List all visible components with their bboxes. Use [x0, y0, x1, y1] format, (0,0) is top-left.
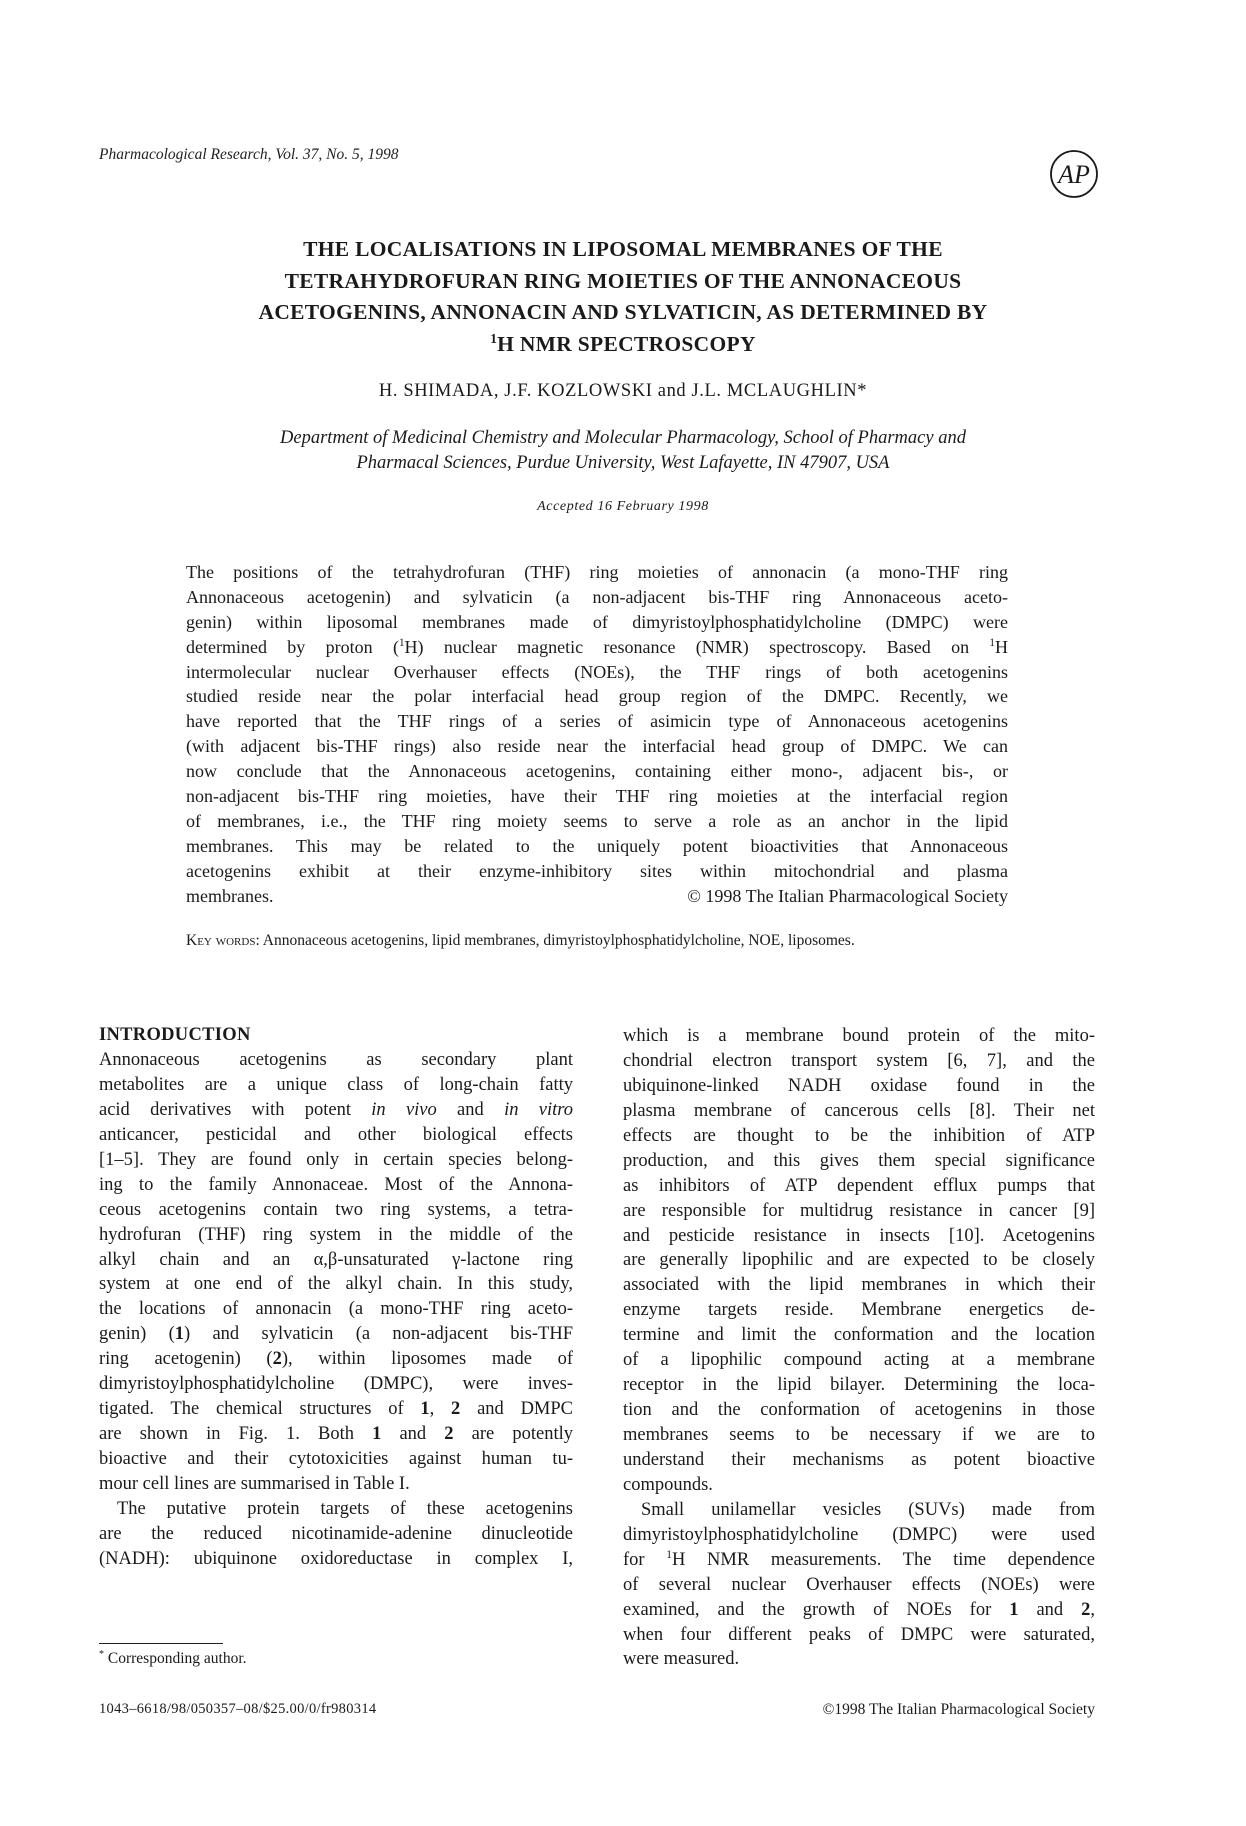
publisher-logo-text: AP — [1058, 160, 1090, 189]
body-line: tion and the conformation of acetogenins in those — [623, 1400, 1095, 1421]
publisher-logo-icon — [1048, 148, 1100, 200]
keywords — [186, 932, 1008, 950]
footnote-divider — [99, 1643, 223, 1644]
body-line: Annonaceous acetogenins as secondary plant — [99, 1050, 573, 1070]
body-line: termine and limit the conformation and the location — [623, 1325, 1095, 1346]
footer-copyright: ©1998 The Italian Pharmacological Society — [822, 1701, 1095, 1718]
accepted-date: Accepted 16 February 1998 — [537, 499, 709, 514]
footer-doi-code: 1043–6618/98/050357–08/$25.00/0/fr980314 — [99, 1701, 377, 1717]
abstract-line: (with adjacent bis-THF rings) also reside near the interfacial head group of DMPC. We can — [186, 736, 1008, 757]
author-list: H. SHIMADA, J.F. KOZLOWSKI and J.L. MCLAUGHLIN* — [378, 381, 868, 401]
body-line: bioactive and their cytotoxicities against human tu- — [99, 1449, 573, 1469]
abstract-line: now conclude that the Annonaceous acetogenins, containing either mono-, adjacent bis-, or — [186, 761, 1008, 782]
affiliation-line: Pharmacal Sciences, Purdue University, West Lafayette, IN 47907, USA — [356, 452, 890, 473]
journal-running-head: Pharmacological Research, Vol. 37, No. 5, 1998 — [99, 146, 399, 163]
affiliation — [150, 426, 1096, 475]
body-line: alkyl chain and an α,β-unsaturated γ-lactone ring — [99, 1249, 573, 1270]
left-column — [99, 1048, 573, 1572]
abstract-line: of membranes, i.e., the THF ring moiety seems to serve a role as an anchor in the lipid — [186, 810, 1008, 831]
body-line: of a lipophilic compound acting at a membrane — [623, 1350, 1095, 1371]
body-line: associated with the lipid membranes in which their — [623, 1275, 1095, 1296]
body-line: chondrial electron transport system [6, 7], and the — [623, 1050, 1095, 1071]
body-line: are responsible for multidrug resistance in cancer [9] — [623, 1200, 1095, 1221]
body-line: are shown in Fig. 1. Both 1 and 2 are potently — [99, 1424, 573, 1445]
body-line: hydrofuran (THF) ring system in the middle of the — [99, 1224, 573, 1245]
body-line: tigated. The chemical structures of 1, 2 and DMPC — [99, 1399, 573, 1420]
body-line: enzyme targets reside. Membrane energetics de- — [623, 1300, 1095, 1321]
body-line: understand their mechanisms as potent bioactive — [623, 1449, 1095, 1470]
abstract-line: studied reside near the polar interfacial head group region of the DMPC. Recently, we — [186, 686, 1008, 707]
body-line: dimyristoylphosphatidylcholine (DMPC) were used — [623, 1524, 1095, 1545]
title-line: THE LOCALISATIONS IN LIPOSOMAL MEMBRANES OF THE — [303, 237, 943, 261]
title-line: TETRAHYDROFURAN RING MOIETIES OF THE ANNONACEOUS — [284, 268, 962, 293]
body-line: are the reduced nicotinamide-adenine dinucleotide — [99, 1523, 573, 1544]
keywords-text: Annonaceous acetogenins, lipid membranes, dimyristoylphosphatidylcholine, NOE, liposomes. — [259, 932, 855, 949]
affiliation-line: Department of Medicinal Chemistry and Molecular Pharmacology, School of Pharmacy and — [280, 428, 966, 448]
footnote-text: Corresponding author. — [104, 1650, 247, 1667]
abstract-line: acetogenins exhibit at their enzyme-inhibitory sites within mitochondrial and plasma — [186, 860, 1008, 881]
abstract-line: genin) within liposomal membranes made of dimyristoylphosphatidylcholine (DMPC) were — [186, 611, 1008, 632]
body-line: were measured. — [623, 1649, 740, 1670]
body-line: plasma membrane of cancerous cells [8]. Their net — [623, 1100, 1095, 1121]
abstract-line: non-adjacent bis-THF ring moieties, have their THF ring moieties at the interfacial region — [186, 786, 1008, 807]
title-line: $^1$H NMR SPECTROSCOPY — [490, 330, 756, 356]
abstract — [186, 560, 1008, 908]
body-line: system at one end of the alkyl chain. In this study, — [99, 1274, 573, 1295]
body-line: dimyristoylphosphatidylcholine (DMPC), were inves- — [99, 1374, 573, 1395]
body-line: ubiquinone-linked NADH oxidase found in the — [623, 1075, 1095, 1096]
abstract-copyright: © 1998 The Italian Pharmacological Society — [687, 885, 1008, 906]
footnote — [99, 1650, 247, 1668]
body-line: which is a membrane bound protein of the mito- — [623, 1026, 1095, 1046]
body-line: of several nuclear Overhauser effects (NOEs) were — [623, 1574, 1095, 1595]
body-line: The putative protein targets of these acetogenins — [117, 1498, 573, 1519]
body-line: effects are thought to be the inhibition of ATP — [623, 1125, 1095, 1146]
body-line: as inhibitors of ATP dependent efflux pumps that — [623, 1175, 1095, 1196]
body-line: the locations of annonacin (a mono-THF ring aceto- — [99, 1299, 573, 1320]
abstract-line: have reported that the THF rings of a series of asimicin type of Annonaceous acetogenins — [186, 711, 1008, 732]
body-line: are generally lipophilic and are expected to be closely — [623, 1250, 1095, 1271]
right-column — [623, 1024, 1095, 1672]
abstract-last-text: membranes. — [186, 885, 274, 906]
body-line: membranes seems to be necessary if we are to — [623, 1425, 1095, 1445]
body-line: anticancer, pesticidal and other biological effects — [99, 1124, 573, 1145]
body-line: metabolites are a unique class of long-chain fatty — [99, 1074, 573, 1095]
body-line: acid derivatives with potent in vivo and in vitro — [99, 1099, 573, 1120]
abstract-line: The positions of the tetrahydrofuran (THF) ring moieties of annonacin (a mono-THF ring — [186, 562, 1008, 582]
title-line: ACETOGENINS, ANNONACIN AND SYLVATICIN, AS DETERMINED BY — [258, 300, 988, 324]
body-line: (NADH): ubiquinone oxidoreductase in complex I, — [99, 1548, 573, 1569]
body-line: Small unilamellar vesicles (SUVs) made from — [641, 1499, 1095, 1520]
section-heading-introduction: INTRODUCTION — [99, 1025, 251, 1045]
abstract-line: intermolecular nuclear Overhauser effects (NOEs), the THF rings of both acetogenins — [186, 661, 1008, 682]
body-line: examined, and the growth of NOEs for 1 and 2, — [623, 1599, 1095, 1620]
abstract-line: Annonaceous acetogenin) and sylvaticin (a non-adjacent bis-THF ring Annonaceous aceto- — [186, 586, 1008, 607]
keywords-label: Key words: — [186, 932, 260, 949]
body-line: and pesticide resistance in insects [10]. Acetogenins — [623, 1225, 1095, 1246]
abstract-line — [186, 884, 1008, 909]
abstract-line: determined by proton ($^1$H) nuclear magnetic resonance (NMR) spectroscopy. Based on $^1$H — [186, 636, 1008, 657]
footnote-mark: * — [99, 1648, 104, 1660]
body-line: for $^1$H NMR measurements. The time dependence — [623, 1548, 1095, 1570]
body-line: receptor in the lipid bilayer. Determining the loca- — [623, 1375, 1095, 1396]
body-line: [1–5]. They are found only in certain species belong- — [99, 1149, 573, 1170]
body-line: ceous acetogenins contain two ring systems, a tetra- — [99, 1199, 573, 1220]
body-line: production, and this gives them special significance — [623, 1150, 1095, 1171]
paper-title — [130, 234, 1116, 360]
body-line: when four different peaks of DMPC were saturated, — [623, 1624, 1095, 1645]
body-line: compounds. — [623, 1474, 713, 1495]
abstract-line: membranes. This may be related to the uniquely potent bioactivities that Annonaceous — [186, 835, 1008, 856]
body-line: ing to the family Annonaceae. Most of the Annona- — [99, 1174, 573, 1195]
body-line: ring acetogenin) (2), within liposomes made of — [99, 1349, 573, 1370]
body-line: mour cell lines are summarised in Table I. — [99, 1473, 410, 1494]
body-line: genin) (1) and sylvaticin (a non-adjacent bis-THF — [99, 1324, 573, 1345]
